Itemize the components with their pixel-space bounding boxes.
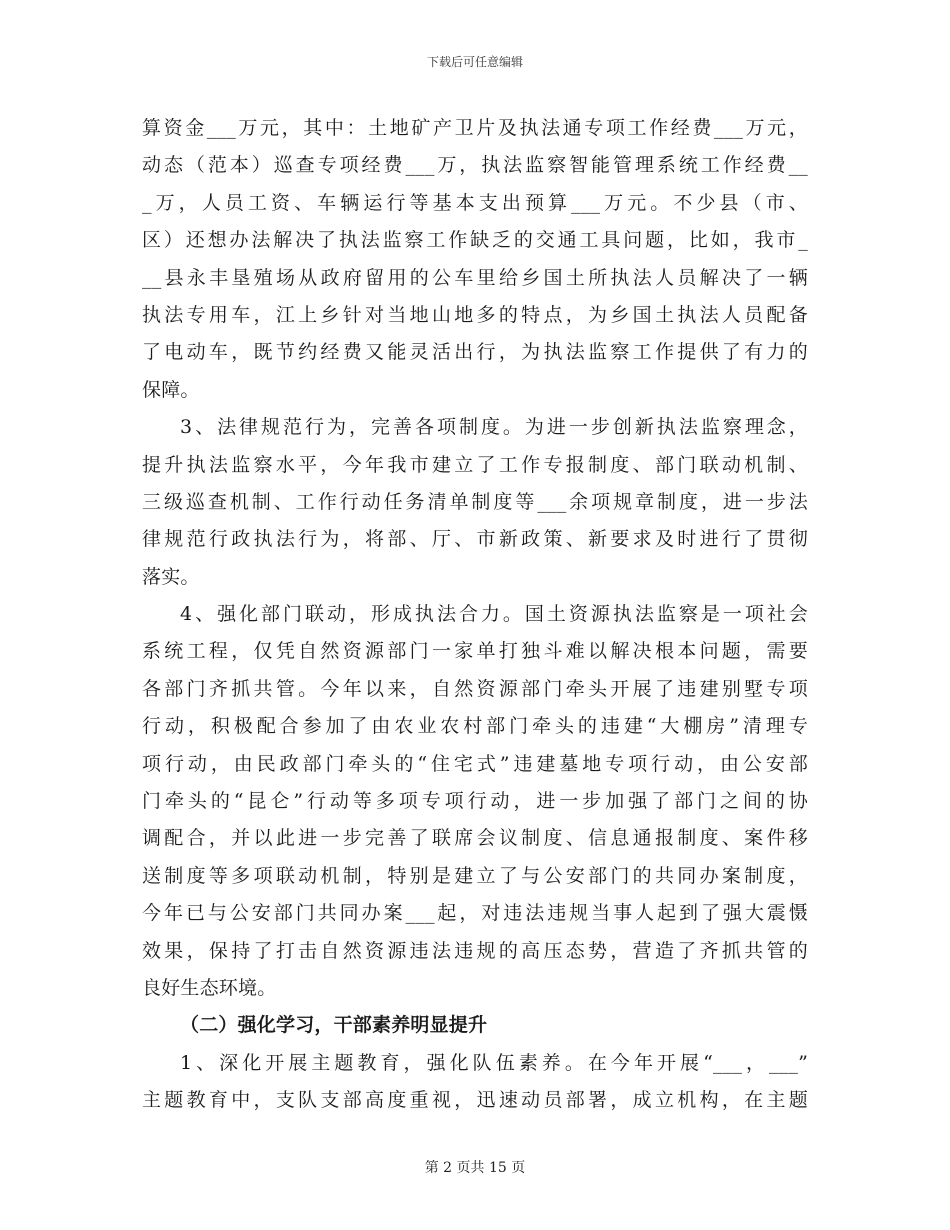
- body-line: 三级巡查机制、工作行动任务清单制度等___余项规章制度，进一步法: [142, 490, 808, 513]
- body-line: 提升执法监察水平，今年我市建立了工作专报制度、部门联动机制、: [142, 453, 808, 476]
- body-line: 各部门齐抓共管。今年以来，自然资源部门牵头开展了违建别墅专项: [142, 677, 808, 700]
- body-line: 行动，积极配合参加了由农业农村部门牵头的违建“大棚房”清理专: [142, 715, 808, 738]
- body-line: 良好生态环境。: [142, 976, 277, 999]
- body-line: 执法专用车，江上乡针对当地山地多的特点，为乡国土执法人员配备: [142, 303, 808, 326]
- body-line: 动态（范本）巡查专项经费___万，执法监察智能管理系统工作经费__: [142, 154, 808, 177]
- page-header: 下载后可任意编辑: [426, 55, 523, 69]
- body-line: 区）还想办法解决了执法监察工作缺乏的交通工具问题，比如，我市_: [142, 229, 808, 252]
- body-line: 算资金___万元，其中：土地矿产卫片及执法通专项工作经费___万元，: [142, 117, 808, 139]
- body-line: 保障。: [142, 378, 200, 401]
- paragraph-first-line: 1、深化开展主题教育，强化队伍素养。在今年开展“___，___”: [180, 1051, 808, 1074]
- section-heading: （二）强化学习，干部素养明显提升: [180, 1014, 488, 1037]
- body-line: 了电动车，既节约经费又能灵活出行，为执法监察工作提供了有力的: [142, 341, 808, 364]
- paragraph-first-line: 4、强化部门联动，形成执法合力。国土资源执法监察是一项社会: [180, 603, 808, 626]
- body-line: 律规范行政执法行为，将部、厅、市新政策、新要求及时进行了贯彻: [142, 528, 808, 551]
- body-line: 效果，保持了打击自然资源违法违规的高压态势，营造了齐抓共管的: [142, 939, 808, 962]
- body-line: 送制度等多项联动机制，特别是建立了与公安部门的共同办案制度，: [142, 864, 808, 887]
- body-line: 项行动，由民政部门牵头的“住宅式”违建墓地专项行动，由公安部: [142, 752, 808, 775]
- body-line: 今年已与公安部门共同办案___起，对违法违规当事人起到了强大震慑: [142, 902, 808, 925]
- body-line: 落实。: [142, 565, 200, 588]
- body-line: 主题教育中，支队支部高度重视，迅速动员部署，成立机构，在主题: [142, 1089, 808, 1112]
- body-line: 门牵头的“昆仑”行动等多项专项行动，进一步加强了部门之间的协: [142, 790, 808, 813]
- body-line: __县永丰垦殖场从政府留用的公车里给乡国土所执法人员解决了一辆: [142, 266, 808, 289]
- paragraph-first-line: 3、法律规范行为，完善各项制度。为进一步创新执法监察理念，: [180, 416, 808, 439]
- body-line: _万，人员工资、车辆运行等基本支出预算___万元。不少县（市、: [142, 191, 808, 214]
- document-body: [142, 110, 808, 1120]
- body-line: 系统工程，仅凭自然资源部门一家单打独斗难以解决根本问题，需要: [142, 640, 808, 663]
- body-line: 调配合，并以此进一步完善了联席会议制度、信息通报制度、案件移: [142, 827, 808, 850]
- page-number: 第 2 页共 15 页: [424, 1160, 526, 1176]
